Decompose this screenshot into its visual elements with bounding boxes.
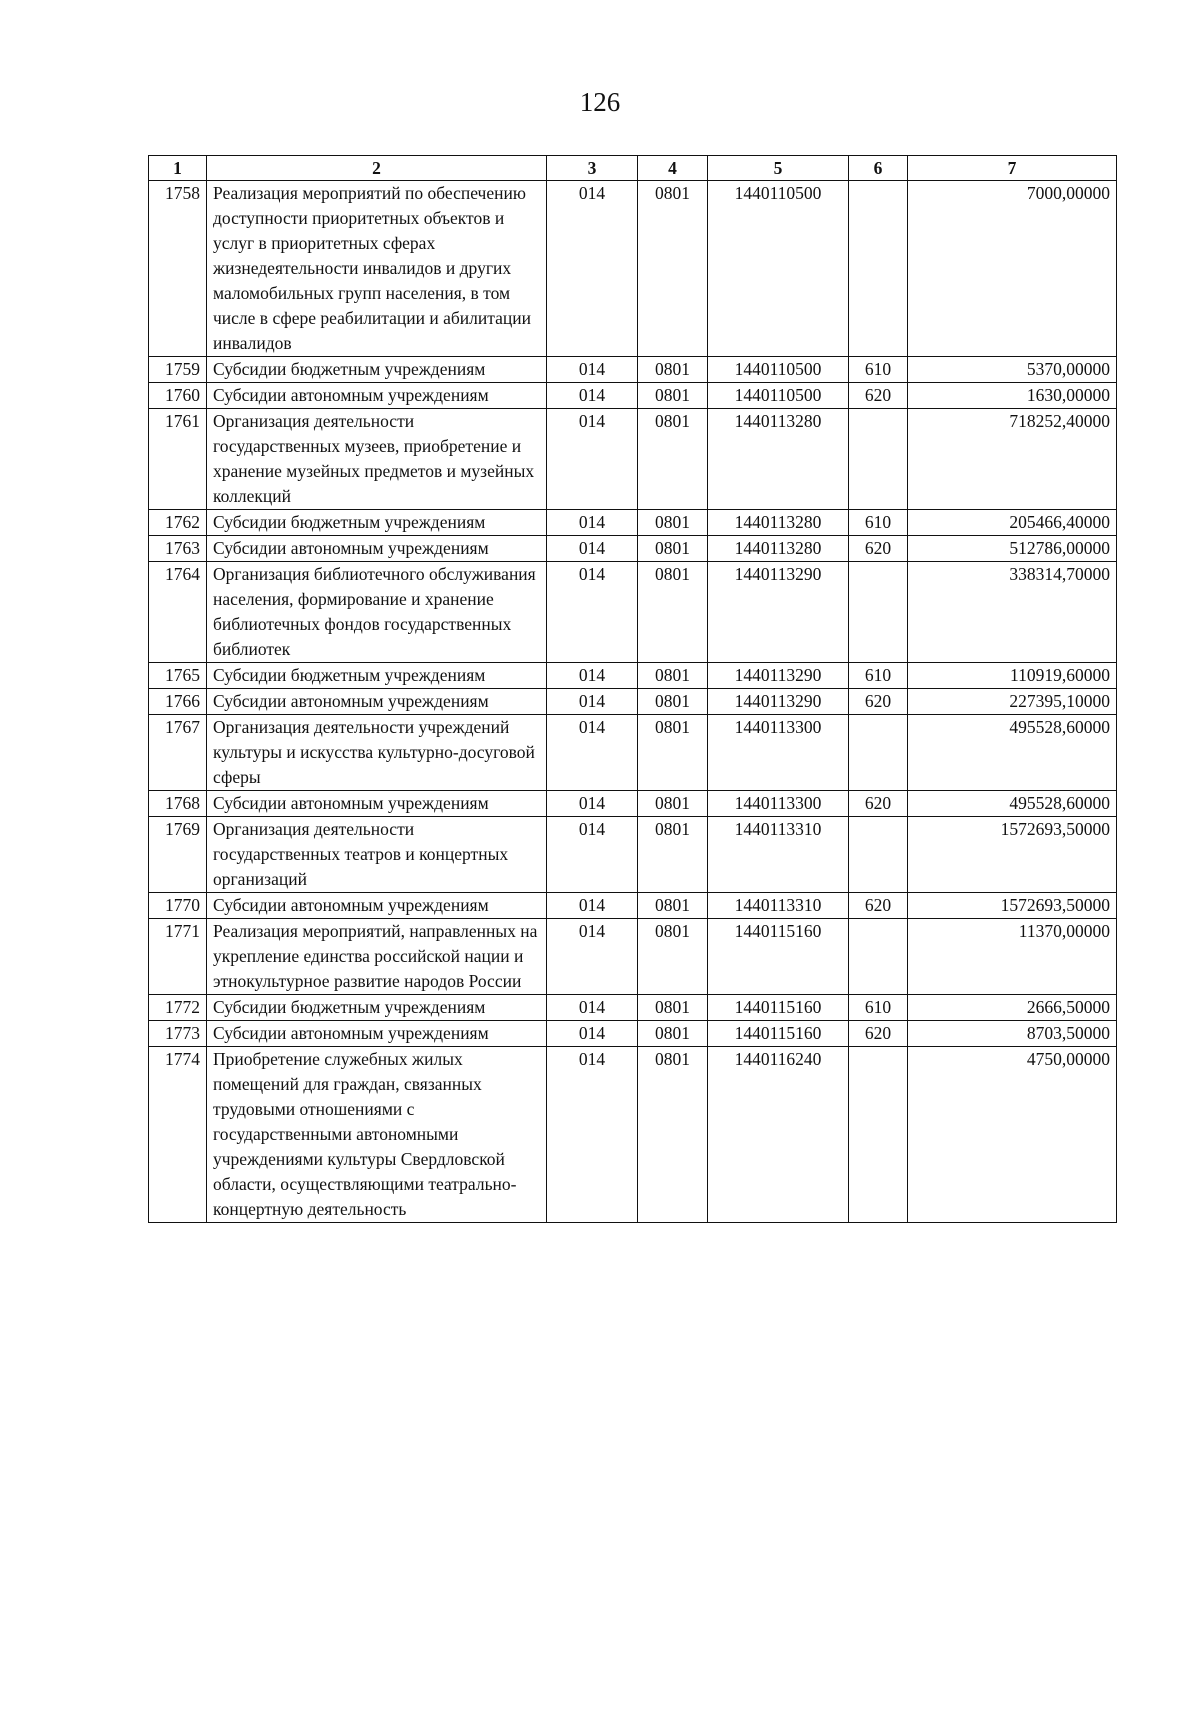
- ministry-code: 014: [547, 536, 638, 562]
- table-row: [149, 817, 1117, 893]
- row-name: Реализация мероприятий по обеспечению доступности приоритетных объектов и услуг в приоритетных сферах жизнедеятельности инвалидов и других маломобильных групп населения, в том числе в сфере реабилитации и абилитации инвалидов: [207, 181, 547, 357]
- page-number: 126: [579, 87, 621, 117]
- ministry-code: 014: [547, 817, 638, 893]
- column-header: 5: [708, 156, 849, 181]
- target-code: 1440115160: [708, 1021, 849, 1047]
- target-code: 1440110500: [708, 357, 849, 383]
- section-code: 0801: [638, 562, 708, 663]
- row-name: Субсидии автономным учреждениям: [207, 689, 547, 715]
- row-name: Субсидии автономным учреждениям: [207, 1021, 547, 1047]
- ministry-code: 014: [547, 791, 638, 817]
- expense-type-code: 620: [849, 791, 908, 817]
- section-code: 0801: [638, 689, 708, 715]
- section-code: 0801: [638, 536, 708, 562]
- row-number: 1759: [149, 357, 207, 383]
- table-row: [149, 1047, 1117, 1223]
- target-code: 1440113310: [708, 817, 849, 893]
- table-row: [149, 357, 1117, 383]
- budget-table: [148, 155, 1117, 1223]
- column-header: 6: [849, 156, 908, 181]
- target-code: 1440113300: [708, 791, 849, 817]
- column-header: 1: [149, 156, 207, 181]
- target-code: 1440110500: [708, 181, 849, 357]
- target-code: 1440116240: [708, 1047, 849, 1223]
- ministry-code: 014: [547, 1047, 638, 1223]
- section-code: 0801: [638, 715, 708, 791]
- target-code: 1440113290: [708, 663, 849, 689]
- row-name: Субсидии автономным учреждениям: [207, 791, 547, 817]
- target-code: 1440113310: [708, 893, 849, 919]
- amount: 110919,60000: [908, 663, 1117, 689]
- amount: 495528,60000: [908, 715, 1117, 791]
- target-code: 1440113280: [708, 536, 849, 562]
- ministry-code: 014: [547, 715, 638, 791]
- row-name: Субсидии бюджетным учреждениям: [207, 995, 547, 1021]
- amount: 2666,50000: [908, 995, 1117, 1021]
- section-code: 0801: [638, 663, 708, 689]
- ministry-code: 014: [547, 383, 638, 409]
- target-code: 1440115160: [708, 995, 849, 1021]
- section-code: 0801: [638, 510, 708, 536]
- row-name: Приобретение служебных жилых помещений для граждан, связанных трудовыми отношениями с государственными автономными учреждениями культуры Свердловской области, осуществляющими театрально-концертную деятельность: [207, 1047, 547, 1223]
- expense-type-code: 620: [849, 536, 908, 562]
- expense-type-code: [849, 817, 908, 893]
- section-code: 0801: [638, 1021, 708, 1047]
- amount: 7000,00000: [908, 181, 1117, 357]
- row-number: 1771: [149, 919, 207, 995]
- row-number: 1765: [149, 663, 207, 689]
- row-number: 1770: [149, 893, 207, 919]
- section-code: 0801: [638, 817, 708, 893]
- row-number: 1774: [149, 1047, 207, 1223]
- section-code: 0801: [638, 181, 708, 357]
- ministry-code: 014: [547, 510, 638, 536]
- section-code: 0801: [638, 995, 708, 1021]
- table-row: [149, 383, 1117, 409]
- row-name: Субсидии бюджетным учреждениям: [207, 663, 547, 689]
- row-name: Субсидии автономным учреждениям: [207, 536, 547, 562]
- amount: 495528,60000: [908, 791, 1117, 817]
- target-code: 1440113280: [708, 510, 849, 536]
- column-header: 4: [638, 156, 708, 181]
- expense-type-code: 610: [849, 357, 908, 383]
- expense-type-code: 620: [849, 1021, 908, 1047]
- section-code: 0801: [638, 919, 708, 995]
- expense-type-code: [849, 409, 908, 510]
- expense-type-code: 620: [849, 383, 908, 409]
- target-code: 1440115160: [708, 919, 849, 995]
- expense-type-code: [849, 715, 908, 791]
- ministry-code: 014: [547, 689, 638, 715]
- table-row: [149, 919, 1117, 995]
- expense-type-code: [849, 919, 908, 995]
- section-code: 0801: [638, 1047, 708, 1223]
- ministry-code: 014: [547, 663, 638, 689]
- ministry-code: 014: [547, 1021, 638, 1047]
- amount: 718252,40000: [908, 409, 1117, 510]
- row-name: Организация библиотечного обслуживания населения, формирование и хранение библиотечных фондов государственных библиотек: [207, 562, 547, 663]
- table-row: [149, 715, 1117, 791]
- row-number: 1768: [149, 791, 207, 817]
- target-code: 1440113290: [708, 562, 849, 663]
- row-number: 1762: [149, 510, 207, 536]
- column-header: 7: [908, 156, 1117, 181]
- row-number: 1769: [149, 817, 207, 893]
- row-number: 1760: [149, 383, 207, 409]
- row-name: Субсидии бюджетным учреждениям: [207, 510, 547, 536]
- amount: 205466,40000: [908, 510, 1117, 536]
- table-row: [149, 1021, 1117, 1047]
- table-row: [149, 995, 1117, 1021]
- amount: 227395,10000: [908, 689, 1117, 715]
- table-row: [149, 536, 1117, 562]
- ministry-code: 014: [547, 562, 638, 663]
- row-number: 1766: [149, 689, 207, 715]
- amount: 338314,70000: [908, 562, 1117, 663]
- row-number: 1763: [149, 536, 207, 562]
- expense-type-code: [849, 181, 908, 357]
- amount: 8703,50000: [908, 1021, 1117, 1047]
- expense-type-code: 610: [849, 510, 908, 536]
- target-code: 1440110500: [708, 383, 849, 409]
- section-code: 0801: [638, 383, 708, 409]
- table-row: [149, 562, 1117, 663]
- row-name: Организация деятельности государственных театров и концертных организаций: [207, 817, 547, 893]
- amount: 1630,00000: [908, 383, 1117, 409]
- target-code: 1440113280: [708, 409, 849, 510]
- section-code: 0801: [638, 357, 708, 383]
- ministry-code: 014: [547, 919, 638, 995]
- amount: 512786,00000: [908, 536, 1117, 562]
- row-name: Субсидии автономным учреждениям: [207, 893, 547, 919]
- expense-type-code: 610: [849, 995, 908, 1021]
- row-name: Субсидии автономным учреждениям: [207, 383, 547, 409]
- row-name: Организация деятельности государственных музеев, приобретение и хранение музейных предметов и музейных коллекций: [207, 409, 547, 510]
- row-name: Организация деятельности учреждений культуры и искусства культурно-досуговой сферы: [207, 715, 547, 791]
- table-header-row: [149, 156, 1117, 181]
- section-code: 0801: [638, 791, 708, 817]
- amount: 1572693,50000: [908, 893, 1117, 919]
- table-body: [149, 181, 1117, 1223]
- row-number: 1772: [149, 995, 207, 1021]
- section-code: 0801: [638, 409, 708, 510]
- table-row: [149, 791, 1117, 817]
- expense-type-code: 620: [849, 689, 908, 715]
- ministry-code: 014: [547, 409, 638, 510]
- table-row: [149, 181, 1117, 357]
- row-number: 1764: [149, 562, 207, 663]
- amount: 4750,00000: [908, 1047, 1117, 1223]
- table-row: [149, 689, 1117, 715]
- amount: 5370,00000: [908, 357, 1117, 383]
- expense-type-code: 610: [849, 663, 908, 689]
- table-row: [149, 663, 1117, 689]
- target-code: 1440113290: [708, 689, 849, 715]
- ministry-code: 014: [547, 893, 638, 919]
- table-row: [149, 409, 1117, 510]
- row-number: 1758: [149, 181, 207, 357]
- expense-type-code: [849, 562, 908, 663]
- amount: 1572693,50000: [908, 817, 1117, 893]
- row-name: Реализация мероприятий, направленных на укрепление единства российской нации и этнокультурное развитие народов России: [207, 919, 547, 995]
- row-name: Субсидии бюджетным учреждениям: [207, 357, 547, 383]
- row-number: 1773: [149, 1021, 207, 1047]
- ministry-code: 014: [547, 357, 638, 383]
- expense-type-code: 620: [849, 893, 908, 919]
- ministry-code: 014: [547, 995, 638, 1021]
- amount: 11370,00000: [908, 919, 1117, 995]
- column-header: 3: [547, 156, 638, 181]
- section-code: 0801: [638, 893, 708, 919]
- target-code: 1440113300: [708, 715, 849, 791]
- table-row: [149, 510, 1117, 536]
- ministry-code: 014: [547, 181, 638, 357]
- expense-type-code: [849, 1047, 908, 1223]
- table-row: [149, 893, 1117, 919]
- row-number: 1767: [149, 715, 207, 791]
- row-number: 1761: [149, 409, 207, 510]
- column-header: 2: [207, 156, 547, 181]
